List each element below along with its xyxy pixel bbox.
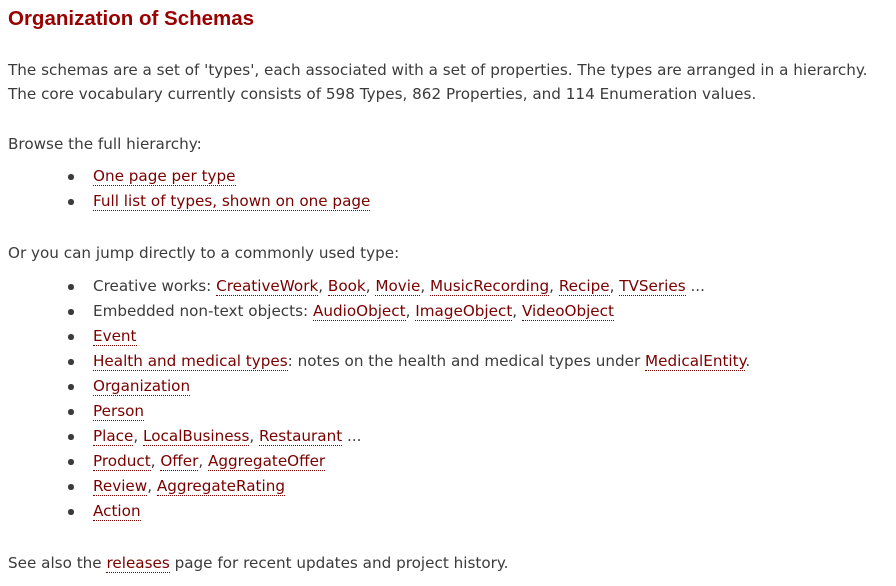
list-item-place — [0, 426, 750, 451]
ellipsis: ... — [342, 427, 362, 445]
event-link[interactable]: Event — [93, 327, 137, 345]
list-item-health — [0, 351, 750, 376]
creativework-link[interactable]: CreativeWork — [216, 277, 319, 295]
product-link[interactable]: Product — [93, 452, 151, 470]
releases-link[interactable]: releases — [106, 554, 170, 572]
musicrecording-link[interactable]: MusicRecording — [429, 277, 550, 295]
separator: , — [133, 427, 144, 445]
imageobject-link[interactable]: ImageObject — [415, 302, 513, 320]
separator: , — [405, 302, 416, 320]
list-item-action — [0, 501, 750, 526]
tvseries-link[interactable]: TVSeries — [619, 277, 686, 295]
separator: , — [365, 277, 376, 295]
full-list-of-types-link[interactable]: Full list of types, shown on one page — [93, 192, 371, 210]
separator: , — [549, 277, 559, 295]
ellipsis: ... — [685, 277, 705, 295]
organization-link[interactable]: Organization — [93, 377, 191, 395]
videoobject-link[interactable]: VideoObject — [521, 302, 614, 320]
action-link[interactable]: Action — [93, 502, 141, 520]
creative-works-label: Creative works: — [93, 277, 217, 295]
list-item — [0, 166, 370, 191]
browse-heading: Browse the full hierarchy: — [8, 135, 202, 153]
footer-text-before: See also the — [8, 554, 107, 572]
recipe-link[interactable]: Recipe — [558, 277, 610, 295]
localbusiness-link[interactable]: LocalBusiness — [143, 427, 250, 445]
separator: , — [198, 452, 208, 470]
review-link[interactable]: Review — [93, 477, 148, 495]
aggregaterating-link[interactable]: AggregateRating — [156, 477, 285, 495]
list-item-embedded-objects — [0, 301, 750, 326]
list-item-person — [0, 401, 750, 426]
separator: , — [512, 302, 522, 320]
person-link[interactable]: Person — [93, 402, 145, 420]
aggregateoffer-link[interactable]: AggregateOffer — [208, 452, 326, 470]
footer-note — [8, 553, 509, 573]
offer-link[interactable]: Offer — [160, 452, 199, 470]
period: . — [745, 352, 751, 370]
list-item — [0, 191, 370, 216]
list-item-product — [0, 451, 750, 476]
separator: , — [609, 277, 620, 295]
list-item-creative-works — [0, 276, 750, 301]
page-title: Organization of Schemas — [8, 7, 255, 30]
health-medical-types-link[interactable]: Health and medical types — [93, 352, 288, 370]
browse-list — [0, 166, 370, 216]
one-page-per-type-link[interactable]: One page per type — [93, 167, 236, 185]
restaurant-link[interactable]: Restaurant — [259, 427, 343, 445]
separator: , — [420, 277, 430, 295]
list-item-review — [0, 476, 750, 501]
embedded-objects-label: Embedded non-text objects: — [93, 302, 313, 320]
jump-heading: Or you can jump directly to a commonly used type: — [8, 244, 400, 262]
movie-link[interactable]: Movie — [375, 277, 421, 295]
separator: , — [318, 277, 328, 295]
separator: , — [150, 452, 161, 470]
separator: , — [249, 427, 260, 445]
medicalentity-link[interactable]: MedicalEntity — [645, 352, 746, 370]
separator: , — [147, 477, 157, 495]
list-item-organization — [0, 376, 750, 401]
list-item-event — [0, 326, 750, 351]
footer-text-after: page for recent updates and project history. — [169, 554, 509, 572]
intro-line-1: The schemas are a set of 'types', each associated with a set of properties. The types are arranged in a hierarchy. — [8, 61, 868, 79]
common-types-list — [0, 276, 750, 526]
audioobject-link[interactable]: AudioObject — [312, 302, 406, 320]
place-link[interactable]: Place — [93, 427, 134, 445]
book-link[interactable]: Book — [327, 277, 366, 295]
health-notes-text: : notes on the health and medical types under — [287, 352, 646, 370]
intro-line-2: The core vocabulary currently consists of 598 Types, 862 Properties, and 114 Enumeration values. — [8, 85, 757, 103]
